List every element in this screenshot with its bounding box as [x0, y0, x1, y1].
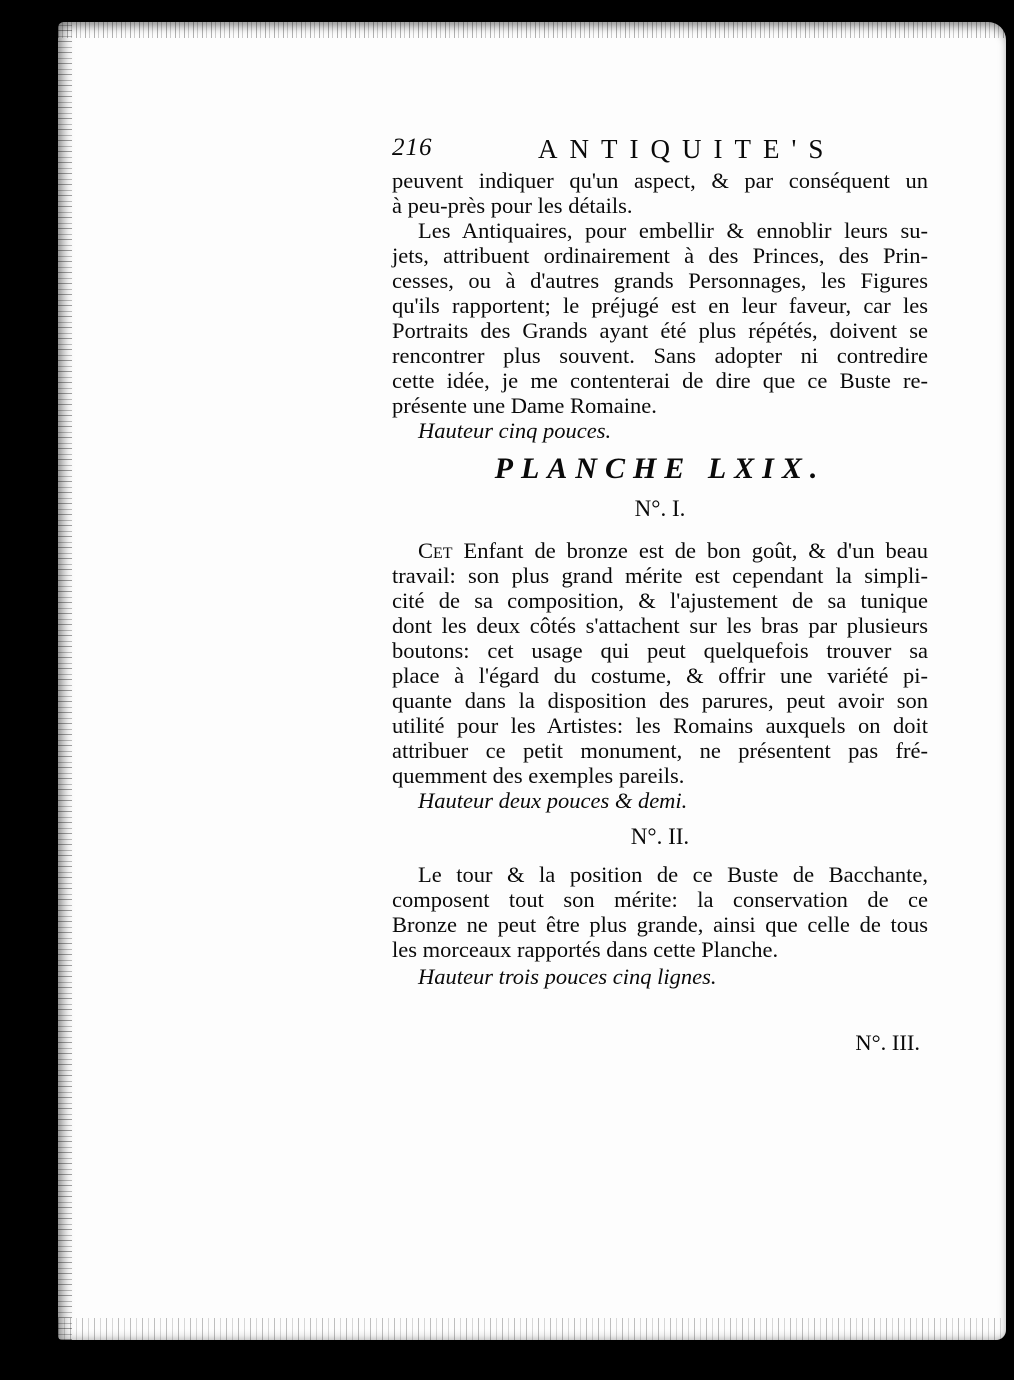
- text-line: Bronze ne peut être plus grande, ainsi que celle de tous: [392, 912, 928, 937]
- text-line: cesses, ou à d'autres grands Personnages, les Figures: [392, 268, 928, 293]
- text-line: travail: son plus grand mérite est cependant la simpli-: [392, 563, 928, 588]
- section-1-heading: [392, 496, 928, 526]
- text-line: cité de sa composition, & l'ajustement de sa tunique: [392, 588, 928, 613]
- text-line: qu'ils rapportent; le préjugé est en leur faveur, car les: [392, 293, 928, 318]
- text-line: quante dans la disposition des parures, peut avoir son: [392, 688, 928, 713]
- scan-edge-top: [58, 18, 1006, 38]
- text-line: jets, attribuent ordinairement à des Princes, des Prin-: [392, 243, 928, 268]
- text-line: utilité pour les Artistes: les Romains auxquels on doit: [392, 713, 928, 738]
- section-2-body: [392, 862, 928, 972]
- text-line: cette idée, je me contenterai de dire que ce Buste re-: [392, 368, 928, 393]
- text-line: attribuer ce petit monument, ne présentent pas fré-: [392, 738, 928, 763]
- text-line: quemment des exemples pareils.: [392, 763, 685, 788]
- planche-heading: [392, 452, 928, 492]
- text-line: Portraits des Grands ayant été plus répétés, doivent se: [392, 318, 928, 343]
- scan-edge-bottom: [58, 1318, 1006, 1342]
- text-line: peuvent indiquer qu'un aspect, & par conséquent un: [392, 168, 928, 193]
- text-line: rencontrer plus souvent. Sans adopter ni contredire: [392, 343, 928, 368]
- section-number: N°. II.: [630, 824, 690, 849]
- drop-word: Cet: [418, 538, 453, 563]
- planche-title: PLANCHE LXIX.: [494, 452, 826, 485]
- paragraph-antiquaires: [392, 218, 928, 448]
- page-number: 216: [392, 134, 433, 161]
- text-line: Les Antiquaires, pour embellir & ennoblir leurs su-: [418, 218, 928, 243]
- running-header: [392, 134, 928, 170]
- height-note: Hauteur trois pouces cinq lignes.: [418, 964, 717, 989]
- scan-edge-left: [50, 22, 72, 1340]
- height-note-1: [392, 418, 928, 448]
- text-line: Le tour & la position de ce Buste de Bacchante,: [418, 862, 928, 887]
- text-line: les morceaux rapportés dans cette Planche.: [392, 937, 779, 962]
- text-line: place à l'égard du costume, & offrir une variété pi-: [392, 663, 928, 688]
- running-title: ANTIQUITE'S: [538, 134, 836, 164]
- height-note-2: [392, 788, 928, 818]
- section-1-body: [392, 538, 928, 798]
- text-line: dont les deux côtés s'attachent sur les bras par plusieurs: [392, 613, 928, 638]
- text-line: boutons: cet usage qui peut quelquefois trouver sa: [392, 638, 928, 663]
- height-note: Hauteur cinq pouces.: [418, 418, 612, 443]
- height-note: Hauteur deux pouces & demi.: [418, 788, 688, 813]
- height-note-3: [392, 964, 928, 994]
- text-fragment: Enfant de bronze est de bon goût, & d'un beau: [452, 538, 928, 563]
- text-line: à peu-près pour les détails.: [392, 193, 633, 218]
- catchword-area: [392, 1030, 928, 1060]
- text-line: composent tout son mérite: la conservation de ce: [392, 887, 928, 912]
- section-2-heading: [392, 824, 928, 854]
- section-number: N°. I.: [634, 496, 686, 521]
- catchword: N°. III.: [855, 1030, 920, 1055]
- text-line: présente une Dame Romaine.: [392, 393, 657, 418]
- text-line: [392, 538, 928, 564]
